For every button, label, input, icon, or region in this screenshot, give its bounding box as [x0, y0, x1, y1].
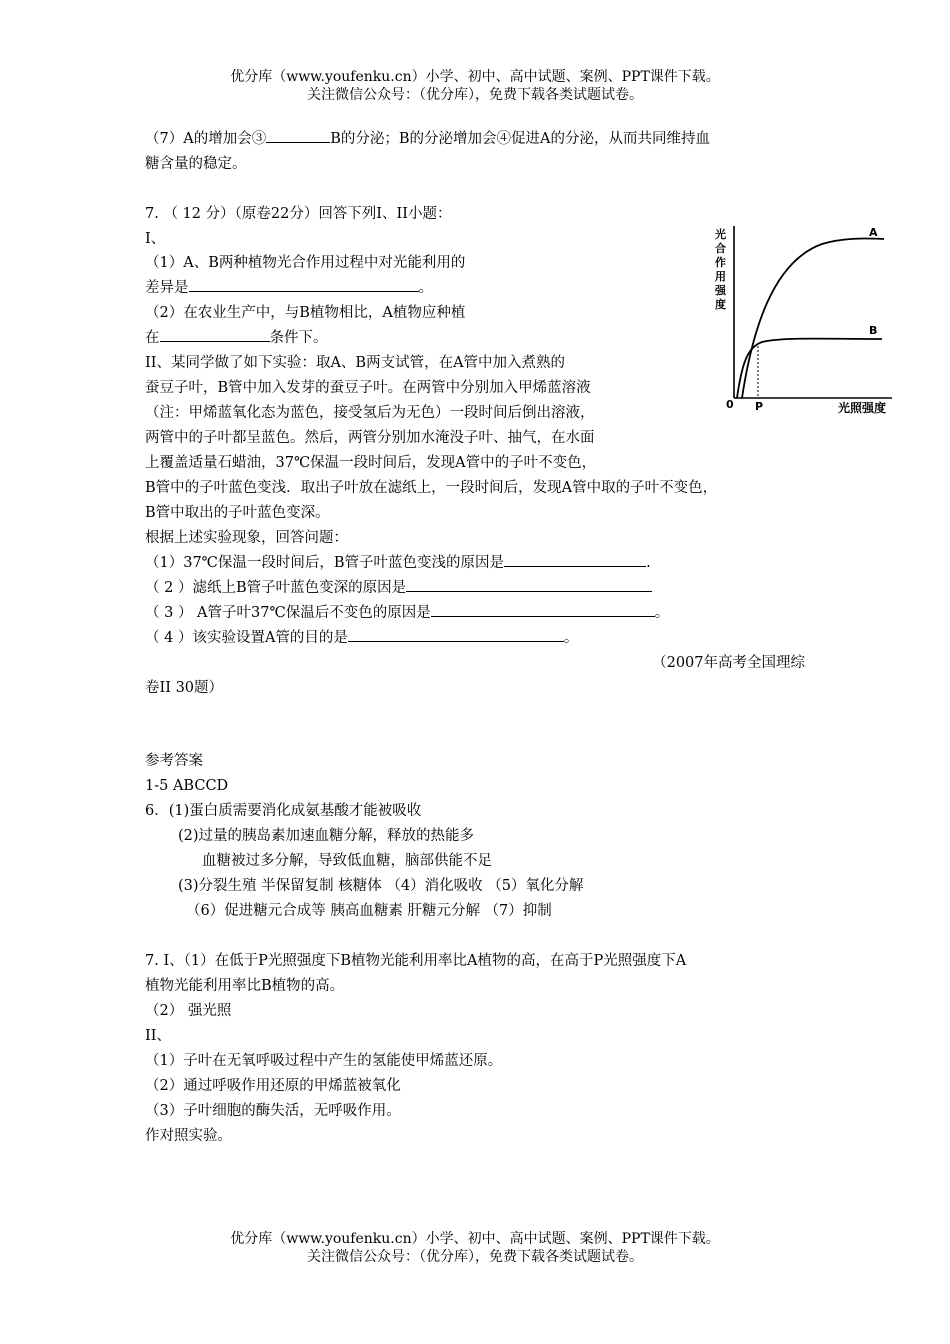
q7-p1-q1-line1: （1）A、B两种植物光合作用过程中对光能利用的 — [145, 255, 466, 271]
q7-part1-label: I、 — [145, 231, 166, 247]
answer-q7-line: 7. I、（1）在低于P光照强度下B植物光能利用率比A植物的高，在高于P光照强度下A — [145, 953, 687, 969]
curve-a-label: A — [869, 226, 878, 239]
q7-part2-line: 根据上述实验现象，回答问题： — [145, 530, 348, 546]
answer-blank[interactable] — [189, 277, 419, 292]
answer-blank[interactable] — [266, 128, 330, 143]
y-axis-label-char: 作 — [715, 256, 726, 269]
y-axis-label-char: 光 — [715, 228, 726, 241]
q7-part2-line: 两管中的子叶都呈蓝色。然后，两管分别加水淹没子叶、抽气，在水面 — [145, 430, 595, 446]
y-axis-label-char: 强 — [715, 284, 726, 297]
q7-part2-line: 上覆盖适量石蜡油，37℃保温一段时间后，发现A管中的子叶不变色， — [145, 455, 597, 471]
answer-q6-line: 血糖被过多分解，导致低血糖，脑部供能不足 — [202, 853, 492, 869]
p-label: P — [755, 400, 764, 413]
curve-b-label: B — [869, 324, 878, 337]
page-footer-line2: 关注微信公众号：（优分库），免费下载各类试题试卷。 — [307, 1249, 643, 1265]
answer-q7-line: （2） 强光照 — [145, 1003, 232, 1019]
q7-part2-line: II、某同学做了如下实验：取A、B两支试管，在A管中加入煮熟的 — [145, 355, 566, 371]
y-axis-label-char: 度 — [715, 298, 726, 311]
q7-p2-q2: （ 2 ）滤纸上B管子叶蓝色变深的原因是 — [145, 577, 652, 599]
answer-blank[interactable] — [431, 602, 655, 617]
answer-q6-line: （6）促进糖元合成等 胰高血糖素 肝糖元分解 （7）抑制 — [186, 903, 552, 919]
q7-p1-q1-line2: 差异是 。 — [145, 277, 433, 299]
curve-a — [742, 239, 884, 398]
answer-blank[interactable] — [504, 552, 646, 567]
q6-item7-line1: （7）A的增加会③ B的分泌；B的分泌增加会④促进A的分泌，从而共同维持血 — [145, 128, 710, 150]
origin-label: 0 — [726, 398, 734, 411]
answer-q7-line: （3）子叶细胞的酶失活，无呼吸作用。 — [145, 1103, 401, 1119]
answer-q7-line: 作对照实验。 — [145, 1128, 232, 1144]
answer-blank[interactable] — [406, 577, 652, 592]
q7-title: 7. （ 12 分）（原卷22分）回答下列I、II小题： — [145, 206, 452, 222]
x-axis-label: 光照强度 — [838, 401, 887, 415]
y-axis-label-char: 合 — [715, 242, 726, 255]
q7-p2-q3: （ 3 ） A管子叶37℃保温后不变色的原因是 。 — [145, 602, 669, 624]
answer-q7-line: 植物光能利用率比B植物的高。 — [145, 978, 345, 994]
answer-q7-line: （1）子叶在无氧呼吸过程中产生的氢能使甲烯蓝还原。 — [145, 1053, 503, 1069]
page-header-line1: 优分库（www.youfenku.cn）小学、初中、高中试题、案例、PPT课件下载。 — [230, 69, 720, 85]
answer-q6-line: 6．(1)蛋白质需要消化成氨基酸才能被吸收 — [145, 803, 422, 819]
q7-part2-line: （注：甲烯蓝氧化态为蓝色，接受氢后为无色）一段时间后倒出溶液， — [145, 405, 595, 421]
q7-p2-q1: （1）37℃保温一段时间后，B管子叶蓝色变浅的原因是 . — [145, 552, 651, 574]
q6-item7-line2: 糖含量的稳定。 — [145, 156, 247, 172]
photosynthesis-light-graph — [712, 222, 902, 422]
answer-blank[interactable] — [160, 327, 270, 342]
curve-b — [737, 339, 882, 398]
q7-part2-line: B管中的子叶蓝色变浅．取出子叶放在滤纸上，一段时间后，发现A管中取的子叶不变色， — [145, 480, 718, 496]
q7-p2-q4: （ 4 ）该实验设置A管的目的是 。 — [145, 627, 578, 649]
answers-heading: 参考答案 — [145, 753, 203, 769]
q7-part2-line: B管中取出的子叶蓝色变深。 — [145, 505, 330, 521]
q7-part2-line: 蚕豆子叶，B管中加入发芽的蚕豆子叶。在两管中分别加入甲烯蓝溶液 — [145, 380, 591, 396]
answer-blank[interactable] — [348, 627, 564, 642]
q7-source-line2: 卷II 30题） — [145, 680, 224, 696]
answer-q7-line: （2）通过呼吸作用还原的甲烯蓝被氧化 — [145, 1078, 401, 1094]
answers-mc: 1-5 ABCCD — [145, 778, 229, 794]
page-footer-line1: 优分库（www.youfenku.cn）小学、初中、高中试题、案例、PPT课件下载。 — [230, 1231, 720, 1247]
answer-q7-line: II、 — [145, 1028, 171, 1044]
q7-p1-q2-line2: 在 条件下。 — [145, 327, 328, 349]
y-axis-label-char: 用 — [715, 270, 726, 283]
q7-p1-q2-line1: （2）在农业生产中，与B植物相比，A植物应种植 — [145, 305, 466, 321]
answer-q6-line: (3)分裂生殖 半保留复制 核糖体 （4）消化吸收 （5）氧化分解 — [178, 878, 584, 894]
q7-source-line1: （2007年高考全国理综 — [652, 655, 805, 671]
page-header-line2: 关注微信公众号：（优分库），免费下载各类试题试卷。 — [307, 87, 643, 103]
answer-q6-line: (2)过量的胰岛素加速血糖分解，释放的热能多 — [178, 828, 475, 844]
